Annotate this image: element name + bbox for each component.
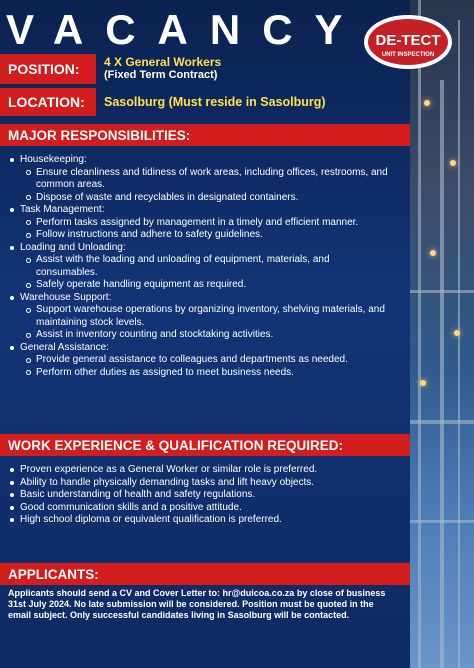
position-note: (Fixed Term Contract): [104, 69, 218, 81]
list-item-title: Warehouse Support:: [20, 291, 112, 303]
list-item: Perform other duties as assigned to meet business needs.: [20, 367, 388, 380]
list-item-title: Loading and Unloading:: [20, 241, 126, 253]
list-item: High school diploma or equivalent qualification is preferred.: [8, 514, 388, 527]
company-logo: [362, 12, 454, 72]
applicants-heading: APPLICANTS:: [0, 563, 410, 585]
list-item: Basic understanding of health and safety regulations.: [8, 489, 388, 502]
list-item: Support warehouse operations by organizing inventory, shelving materials, and maintaining stock levels.: [20, 304, 388, 329]
list-item: [8, 292, 388, 342]
list-item: Safely operate handling equipment as required.: [20, 279, 388, 292]
list-item: Proven experience as a General Worker or similar role is preferred.: [8, 464, 388, 477]
responsibilities-heading: MAJOR RESPONSIBILITIES:: [0, 124, 410, 146]
list-item-title: Housekeeping:: [20, 154, 87, 165]
page-title: VACANCY: [6, 6, 365, 53]
list-item: [8, 204, 388, 242]
logo-tagline: UNIT INSPECTION: [381, 52, 435, 58]
list-item: Assist in inventory counting and stocktaking activities.: [20, 329, 388, 342]
list-item: Dispose of waste and recyclables in designated containers.: [20, 192, 388, 205]
list-item: Assist with the loading and unloading of equipment, materials, and consumables.: [20, 254, 388, 279]
list-item: Ensure cleanliness and tidiness of work areas, including offices, restrooms, and common areas.: [20, 167, 388, 192]
industrial-plant-photo: [410, 0, 474, 668]
responsibilities-list: [8, 154, 388, 379]
location-value: Sasolburg (Must reside in Sasolburg): [104, 95, 326, 109]
list-item: [8, 242, 388, 292]
list-item: Perform tasks assigned by management in a timely and efficient manner.: [20, 217, 388, 230]
list-item-title: General Assistance:: [20, 341, 109, 353]
location-label: LOCATION:: [0, 88, 96, 116]
experience-list: [8, 464, 388, 527]
applicants-instructions: Applicants should send a CV and Cover Letter to: hr@duicoa.co.za by close of business 31st July 2024. No late submission will be considered. Position must be quoted in the email subject. Only successful candidates living in Sasolburg will be contacted.: [8, 588, 386, 620]
list-item: [8, 342, 388, 380]
position-label: POSITION:: [0, 54, 96, 84]
experience-heading: WORK EXPERIENCE & QUALIFICATION REQUIRED:: [0, 434, 410, 456]
list-item: [8, 154, 388, 204]
list-item: Provide general assistance to colleagues and departments as needed.: [20, 354, 388, 367]
list-item: Good communication skills and a positive attitude.: [8, 502, 388, 515]
list-item-title: Task Management:: [20, 204, 105, 215]
list-item: Follow instructions and adhere to safety guidelines.: [20, 229, 388, 242]
position-value: 4 X General Workers: [104, 55, 222, 69]
logo-name: DE-TECT: [375, 32, 441, 49]
list-item: Ability to handle physically demanding tasks and lift heavy objects.: [8, 477, 388, 490]
